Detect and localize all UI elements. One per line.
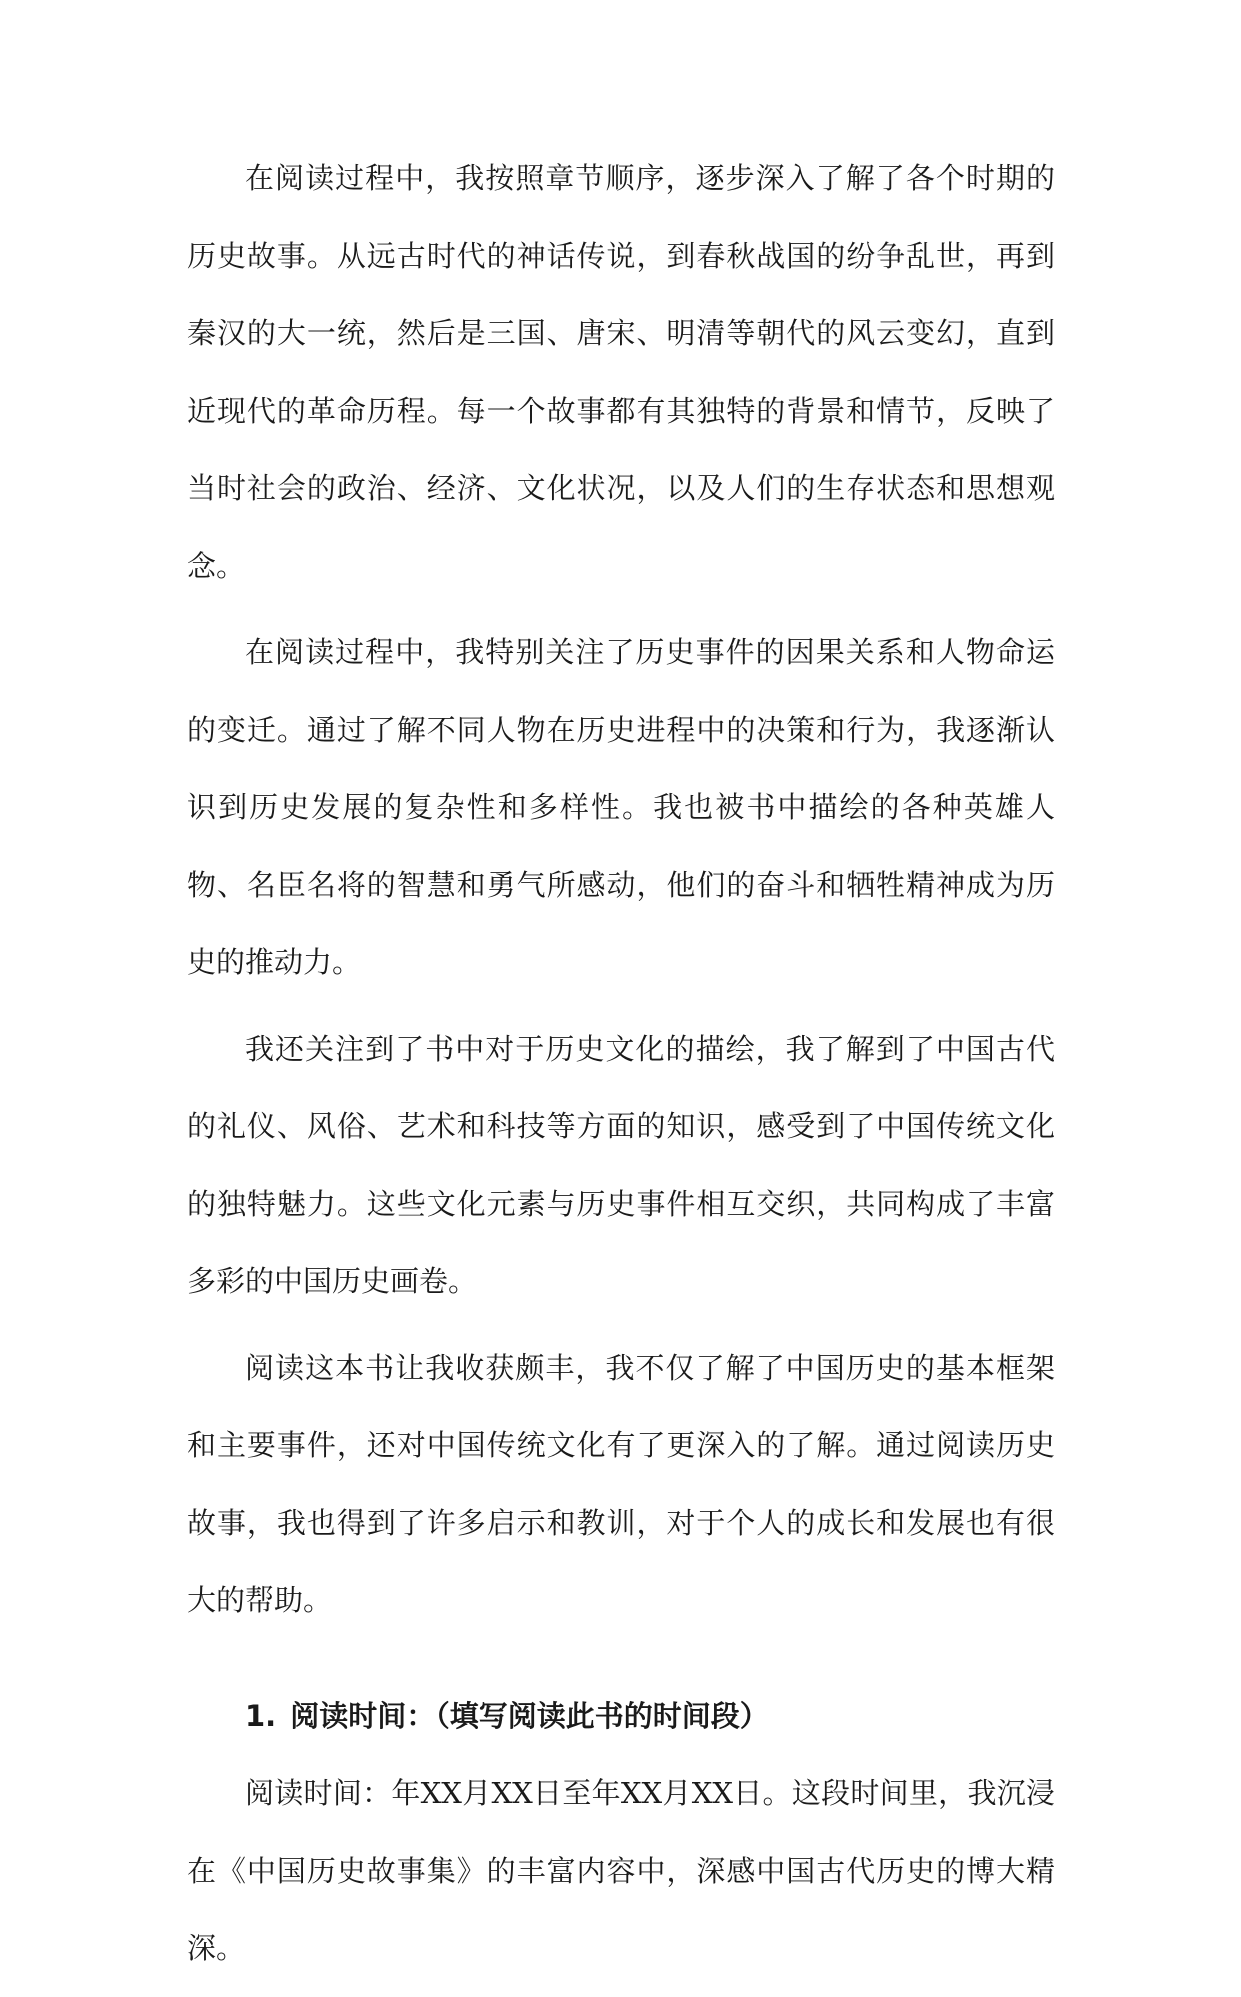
body-paragraph: 我还关注到了书中对于历史文化的描绘，我了解到了中国古代的礼仪、风俗、艺术和科技等方面的知识，感受到了中国传统文化的独特魅力。这些文化元素与历史事件相互交织，共同构成了丰富多彩的中国历史画卷。 [187,1031,1055,1298]
section-heading [187,1678,1055,1756]
body-paragraph: 在阅读过程中，我特别关注了历史事件的因果关系和人物命运的变迁。通过了解不同人物在历史进程中的决策和行为，我逐渐认识到历史发展的复杂性和多样性。我也被书中描绘的各种英雄人物、名臣名将的智慧和勇气所感动，他们的奋斗和牺牲精神成为历史的推动力。 [187,635,1055,979]
body-paragraph: 阅读这本书让我收获颇丰，我不仅了解了中国历史的基本框架和主要事件，还对中国传统文化有了更深入的了解。通过阅读历史故事，我也得到了许多启示和教训，对于个人的成长和发展也有很大的帮助。 [187,1350,1055,1617]
section-number: 1. [245,1698,277,1733]
section-paragraph: 阅读时间：年XX月XX日至年XX月XX日。这段时间里，我沉浸在《中国历史故事集》的丰富内容中，深感中国古代历史的博大精深。 [187,1776,1055,1965]
body-paragraph: 在阅读过程中，我按照章节顺序，逐步深入了解了各个时期的历史故事。从远古时代的神话传说，到春秋战国的纷争乱世，再到秦汉的大一统，然后是三国、唐宋、明清等朝代的风云变幻，直到近现代的革命历程。每一个故事都有其独特的背景和情节，反映了当时社会的政治、经济、文化状况，以及人们的生存状态和思想观念。 [187,161,1055,583]
document-page [187,140,1055,1997]
section-title: 阅读时间：（填写阅读此书的时间段） [290,1698,769,1733]
